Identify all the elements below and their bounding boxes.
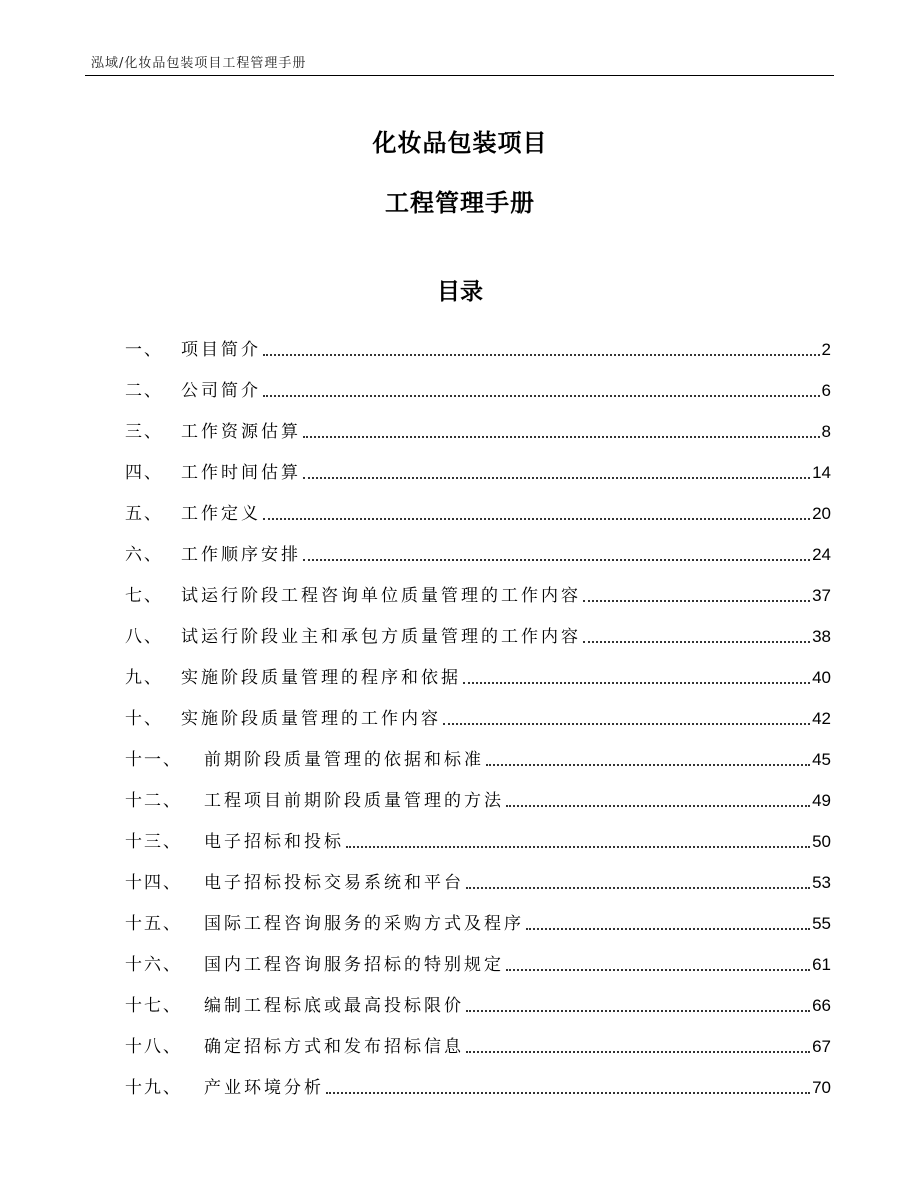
toc-dot-leader xyxy=(506,969,810,971)
toc-entry-page: 53 xyxy=(812,873,831,892)
toc-entry-number: 十六、 xyxy=(125,955,182,975)
toc-entry[interactable] xyxy=(125,692,831,733)
toc-entry-title: 试运行阶段工程咨询单位质量管理的工作内容 xyxy=(181,586,581,606)
toc-dot-leader xyxy=(583,600,810,602)
toc-entry-title: 试运行阶段业主和承包方质量管理的工作内容 xyxy=(181,627,581,647)
toc-entry-number: 十九、 xyxy=(125,1078,182,1098)
toc-entry-page: 2 xyxy=(821,340,831,359)
toc-entry-number: 十四、 xyxy=(125,873,182,893)
toc-entry-page: 42 xyxy=(812,709,831,728)
toc-entry-number: 十三、 xyxy=(125,832,182,852)
toc-entry[interactable] xyxy=(125,856,831,897)
toc-entry-title: 国内工程咨询服务招标的特别规定 xyxy=(204,955,504,975)
toc-dot-leader xyxy=(463,682,810,684)
toc-entry[interactable] xyxy=(125,733,831,774)
document-title-line1: 化妆品包装项目 xyxy=(372,129,548,157)
toc-dot-leader xyxy=(443,723,810,725)
toc-entry-page: 55 xyxy=(812,914,831,933)
toc-entry-number: 一、 xyxy=(125,340,163,360)
toc-entry-number: 二、 xyxy=(125,381,163,401)
toc-dot-leader xyxy=(263,354,820,356)
toc-entry-title: 工作定义 xyxy=(181,504,261,524)
toc-entry-number: 七、 xyxy=(125,586,163,606)
toc-entry-title: 电子招标和投标 xyxy=(204,832,344,852)
toc-entry[interactable] xyxy=(125,815,831,856)
toc-entry[interactable] xyxy=(125,938,831,979)
toc-entry[interactable] xyxy=(125,979,831,1020)
toc-entry-page: 66 xyxy=(812,996,831,1015)
toc-entry[interactable] xyxy=(125,1061,831,1102)
toc-entry[interactable] xyxy=(125,405,831,446)
toc-entry-page: 37 xyxy=(812,586,831,605)
toc-entry-page: 24 xyxy=(812,545,831,564)
toc-entry[interactable] xyxy=(125,1020,831,1061)
toc-dot-leader xyxy=(526,928,810,930)
toc-entry-title: 实施阶段质量管理的程序和依据 xyxy=(181,668,461,688)
toc-entry[interactable] xyxy=(125,487,831,528)
toc-entry-number: 六、 xyxy=(125,545,163,565)
toc-dot-leader xyxy=(346,846,810,848)
toc-heading: 目录 xyxy=(437,279,483,305)
toc-dot-leader xyxy=(506,805,810,807)
toc-entry[interactable] xyxy=(125,610,831,651)
toc-entry-title: 国际工程咨询服务的采购方式及程序 xyxy=(204,914,524,934)
toc-entry-page: 40 xyxy=(812,668,831,687)
toc-dot-leader xyxy=(263,518,810,520)
toc-entry-page: 6 xyxy=(821,381,831,400)
table-of-contents xyxy=(125,323,831,1102)
toc-entry-title: 电子招标投标交易系统和平台 xyxy=(204,873,464,893)
toc-entry-number: 五、 xyxy=(125,504,163,524)
header-divider xyxy=(85,75,834,76)
toc-dot-leader xyxy=(303,477,810,479)
toc-entry-title: 前期阶段质量管理的依据和标准 xyxy=(204,750,484,770)
document-title-line2: 工程管理手册 xyxy=(385,189,535,217)
toc-entry-number: 八、 xyxy=(125,627,163,647)
toc-dot-leader xyxy=(466,1051,810,1053)
toc-entry-title: 工作资源估算 xyxy=(181,422,301,442)
toc-entry-page: 61 xyxy=(812,955,831,974)
toc-entry-page: 70 xyxy=(812,1078,831,1097)
toc-entry-number: 三、 xyxy=(125,422,163,442)
toc-entry[interactable] xyxy=(125,897,831,938)
toc-entry-number: 十七、 xyxy=(125,996,182,1016)
toc-entry-title: 工程项目前期阶段质量管理的方法 xyxy=(204,791,504,811)
toc-dot-leader xyxy=(486,764,810,766)
toc-dot-leader xyxy=(466,887,810,889)
toc-dot-leader xyxy=(303,559,810,561)
toc-entry-title: 工作顺序安排 xyxy=(181,545,301,565)
toc-entry-page: 50 xyxy=(812,832,831,851)
toc-entry[interactable] xyxy=(125,446,831,487)
toc-entry[interactable] xyxy=(125,528,831,569)
toc-dot-leader xyxy=(326,1092,810,1094)
toc-entry-number: 十五、 xyxy=(125,914,182,934)
toc-entry[interactable] xyxy=(125,364,831,405)
toc-entry-title: 公司简介 xyxy=(181,381,261,401)
toc-entry-page: 38 xyxy=(812,627,831,646)
toc-entry-number: 十八、 xyxy=(125,1037,182,1057)
toc-entry-page: 20 xyxy=(812,504,831,523)
toc-entry-number: 四、 xyxy=(125,463,163,483)
toc-entry-page: 67 xyxy=(812,1037,831,1056)
toc-dot-leader xyxy=(263,395,820,397)
toc-entry-title: 编制工程标底或最高投标限价 xyxy=(204,996,464,1016)
toc-entry-number: 十、 xyxy=(125,709,163,729)
toc-entry[interactable] xyxy=(125,323,831,364)
toc-entry-number: 十一、 xyxy=(125,750,182,770)
toc-entry-page: 49 xyxy=(812,791,831,810)
toc-entry-page: 14 xyxy=(812,463,831,482)
toc-dot-leader xyxy=(583,641,810,643)
toc-entry[interactable] xyxy=(125,774,831,815)
toc-entry[interactable] xyxy=(125,569,831,610)
toc-entry-title: 确定招标方式和发布招标信息 xyxy=(204,1037,464,1057)
toc-entry-page: 45 xyxy=(812,750,831,769)
toc-entry-number: 十二、 xyxy=(125,791,182,811)
toc-entry-title: 实施阶段质量管理的工作内容 xyxy=(181,709,441,729)
toc-entry-number: 九、 xyxy=(125,668,163,688)
toc-entry-title: 产业环境分析 xyxy=(204,1078,324,1098)
toc-entry-title: 项目简介 xyxy=(181,340,261,360)
toc-entry-page: 8 xyxy=(821,422,831,441)
toc-dot-leader xyxy=(303,436,820,438)
toc-dot-leader xyxy=(466,1010,810,1012)
running-header: 泓域/化妆品包装项目工程管理手册 xyxy=(91,56,307,71)
toc-entry[interactable] xyxy=(125,651,831,692)
toc-entry-title: 工作时间估算 xyxy=(181,463,301,483)
